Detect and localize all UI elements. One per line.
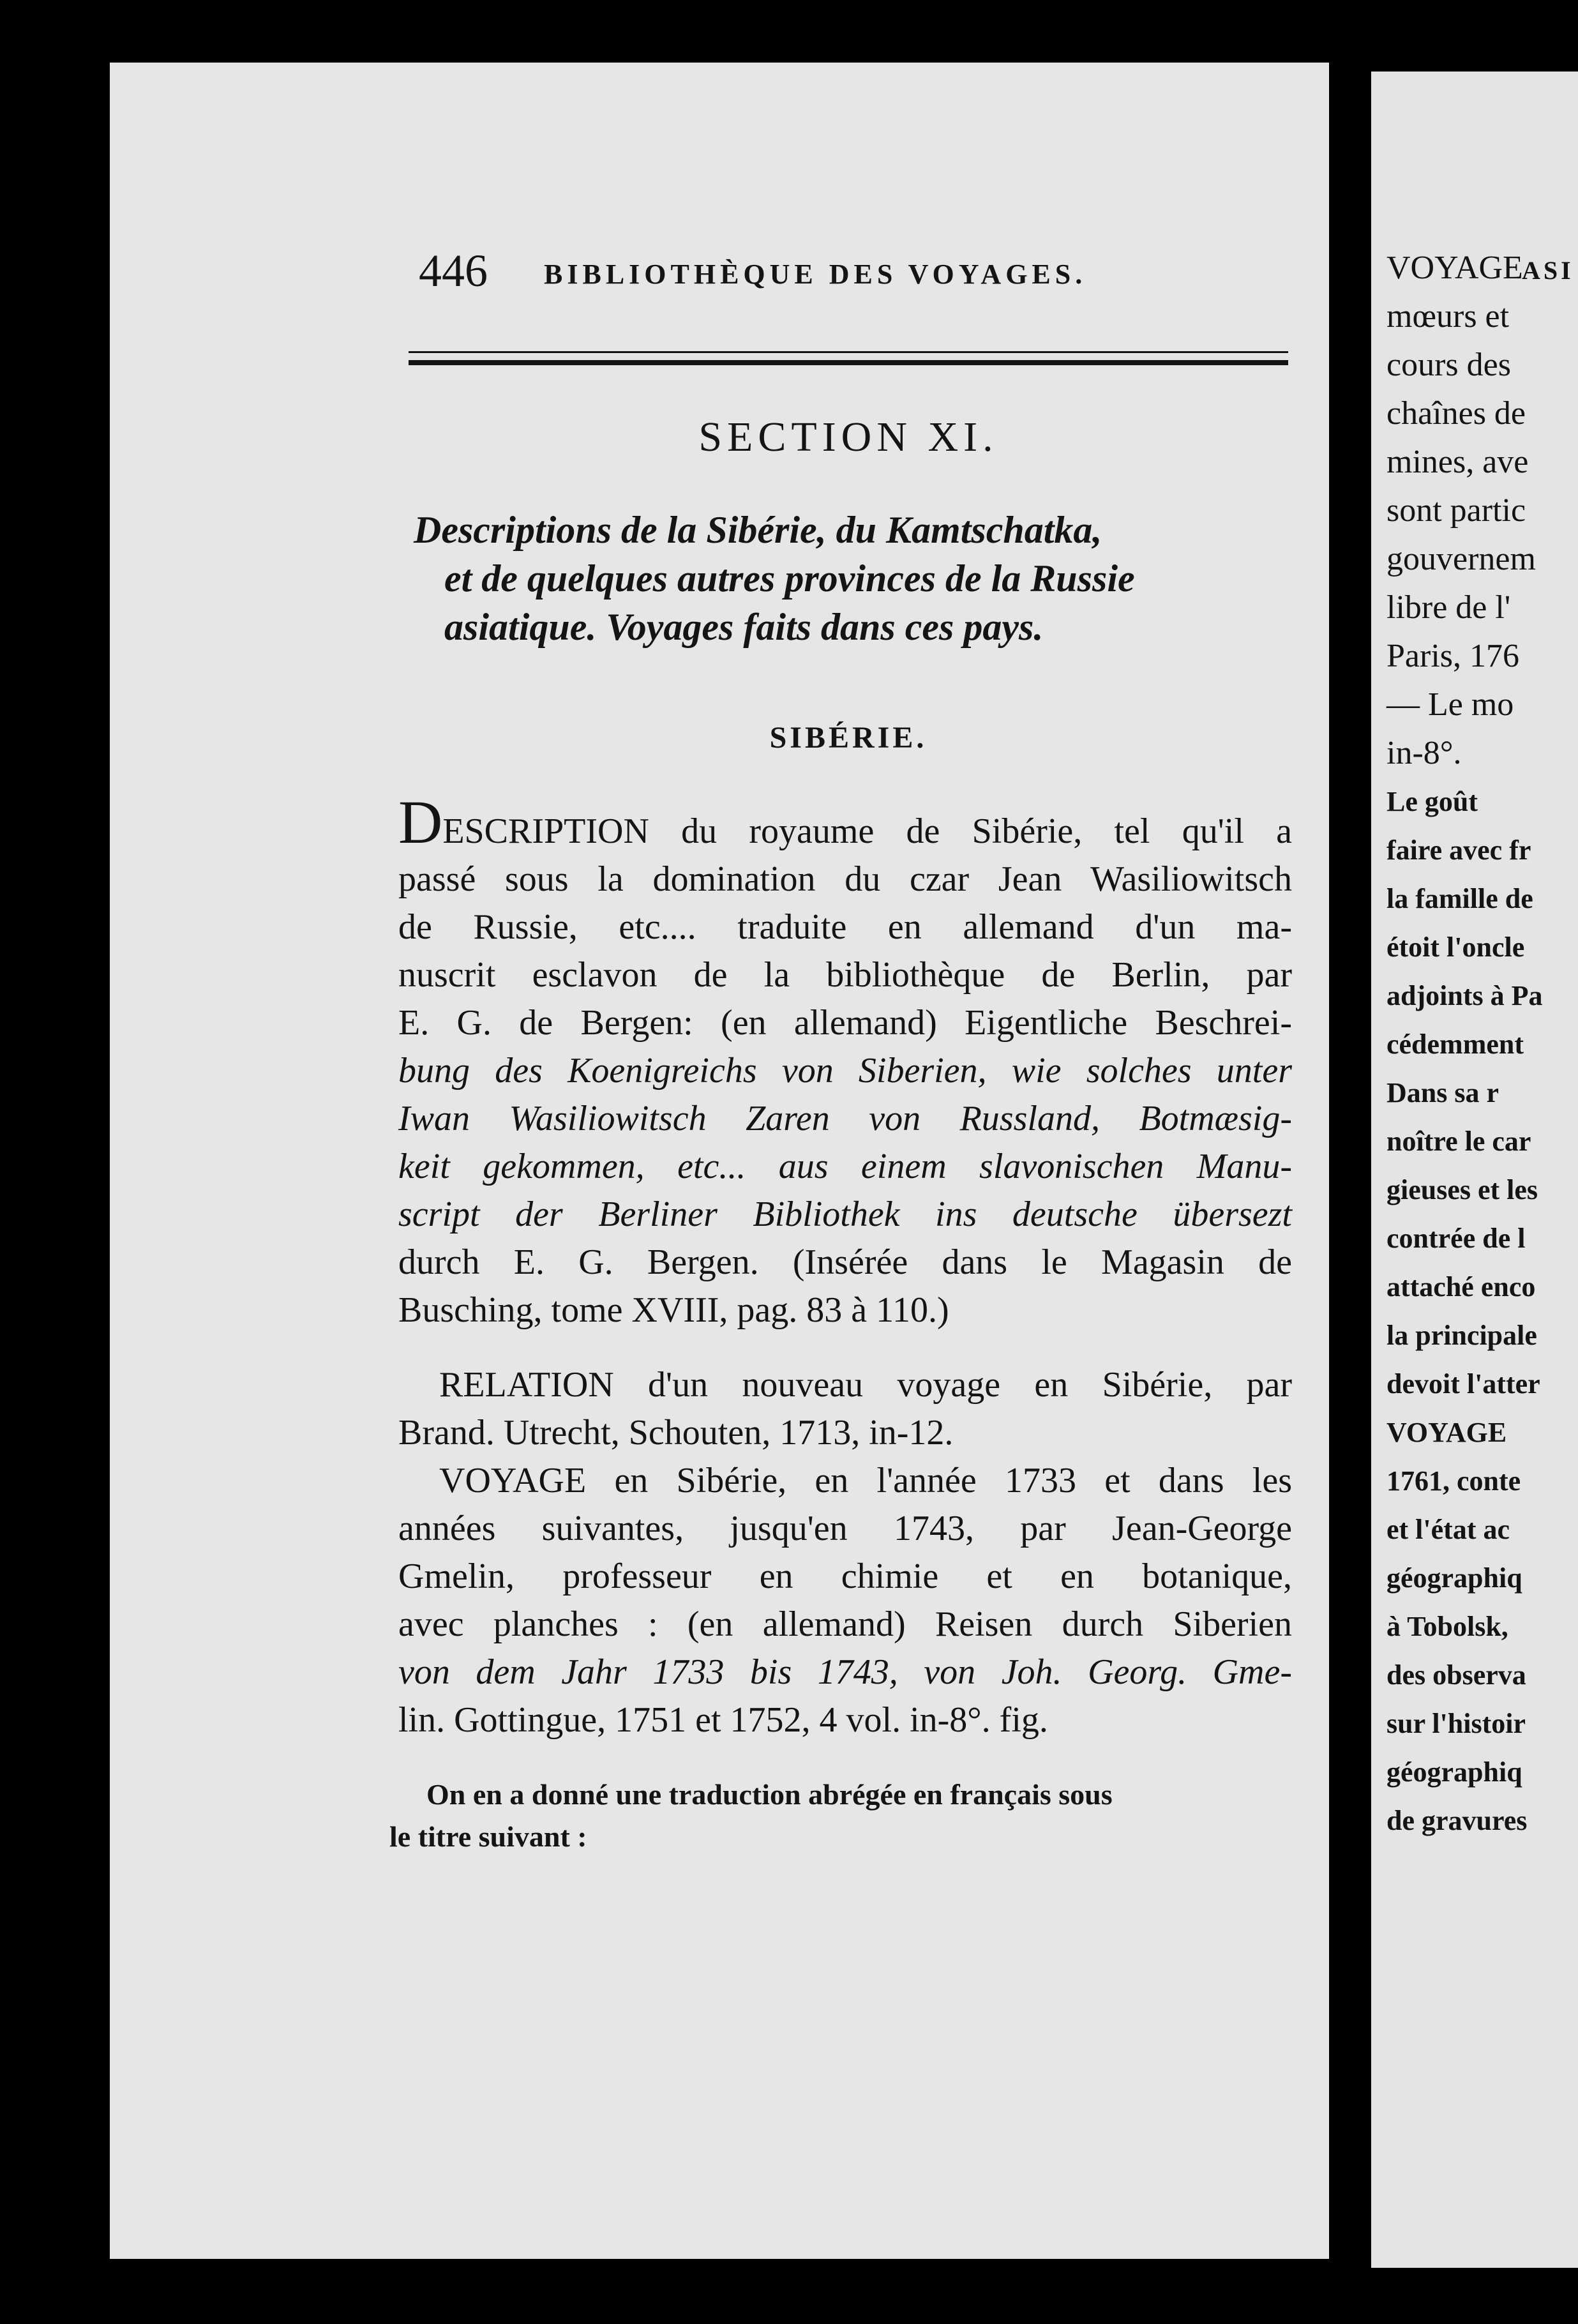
right-running-head: ASI — [1522, 256, 1574, 285]
right-page-line: étoit l'oncle — [1386, 932, 1525, 963]
right-page-line: attaché enco — [1386, 1271, 1536, 1302]
right-page-line: la principale — [1386, 1320, 1537, 1351]
right-page-line: de gravures — [1386, 1805, 1528, 1836]
header-rule-thin — [409, 351, 1288, 353]
entry-line: lin. Gottingue, 1751 et 1752, 4 vol. in-8°. fig. — [398, 1700, 1048, 1740]
right-page-line: mines, ave — [1386, 444, 1529, 480]
entry-line: script der Berliner Bibliothek ins deutsche übersezt — [398, 1195, 1292, 1234]
right-page-line: noître le car — [1386, 1126, 1531, 1157]
right-page-line: faire avec fr — [1386, 834, 1531, 866]
right-page-line: à Tobolsk, — [1386, 1611, 1508, 1642]
footnote-text — [389, 1774, 1289, 1858]
section-description-line: et de quelques autres provinces de la Russie — [444, 557, 1135, 600]
entry-line: keit gekommen, etc... aus einem slavonischen Manu- — [398, 1147, 1292, 1186]
entry-line: Brand. Utrecht, Schouten, 1713, in-12. — [398, 1413, 954, 1452]
running-head: BIBLIOTHÈQUE DES VOYAGES. — [544, 259, 1087, 290]
entry-line: E. G. de Bergen: (en allemand) Eigentliche Beschrei- — [398, 1003, 1292, 1043]
right-page-line: la famille de — [1386, 883, 1533, 914]
right-page-line: — Le mo — [1386, 686, 1514, 723]
entry-line: RELATION d'un nouveau voyage en Sibérie, par — [439, 1365, 1292, 1405]
entry-voyage-gmelin — [398, 1457, 1292, 1744]
entry-line: nuscrit esclavon de la bibliothèque de Berlin, par — [398, 955, 1292, 995]
section-title: SECTION XI. — [698, 414, 998, 460]
right-page-line: mœurs et — [1386, 298, 1510, 335]
entry-line: bung des Koenigreichs von Siberien, wie solches unter — [398, 1051, 1292, 1090]
entry-line: Busching, tome XVIII, pag. 83 à 110.) — [398, 1290, 949, 1330]
entry-line: VOYAGE en Sibérie, en l'année 1733 et dans les — [439, 1461, 1292, 1500]
entry-line: Gmelin, professeur en chimie et en botanique, — [398, 1557, 1292, 1596]
page-number: 446 — [419, 245, 488, 296]
right-page-line: VOYAGE — [1386, 250, 1523, 286]
right-page-line: géographiq — [1386, 1562, 1522, 1594]
right-page-line: adjoints à Pa — [1386, 980, 1543, 1011]
entry-description-siberie — [398, 788, 1292, 1334]
right-page-line: gieuses et les — [1386, 1174, 1538, 1205]
entry-line: von dem Jahr 1733 bis 1743, von Joh. Georg. Gme- — [398, 1652, 1292, 1692]
right-page-line: cédemment — [1386, 1029, 1524, 1060]
right-page-line: sur l'histoir — [1386, 1708, 1526, 1739]
entry-line — [398, 788, 1292, 856]
right-page-line: et l'état ac — [1386, 1514, 1510, 1545]
right-page-line: Paris, 176 — [1386, 638, 1519, 674]
right-page-line: VOYAGE — [1386, 1417, 1507, 1448]
right-page-line: géographiq — [1386, 1756, 1522, 1788]
section-description — [414, 506, 1295, 651]
entry-line: de Russie, etc.... traduite en allemand d'un ma- — [398, 907, 1292, 947]
right-page-line: des observa — [1386, 1659, 1526, 1691]
subheading: SIBÉRIE. — [769, 721, 928, 755]
entry-line: passé sous la domination du czar Jean Wasiliowitsch — [398, 859, 1292, 899]
entry-line: durch E. G. Bergen. (Insérée dans le Magasin de — [398, 1242, 1292, 1282]
right-page-line: Le goût — [1386, 786, 1478, 817]
right-page-line: chaînes de — [1386, 395, 1526, 432]
right-page-line: gouvernem — [1386, 541, 1536, 577]
header-rule — [409, 360, 1288, 365]
right-page — [1371, 72, 1578, 2268]
right-page-line: Dans sa r — [1386, 1077, 1499, 1108]
note-line: le titre suivant : — [389, 1820, 587, 1853]
note-line: On en a donné une traduction abrégée en français sous — [426, 1778, 1113, 1811]
entry-relation-brand — [398, 1361, 1292, 1457]
drop-cap: D — [398, 788, 443, 856]
section-description-line: Descriptions de la Sibérie, du Kamtschatka, — [414, 509, 1102, 551]
section-description-line: asiatique. Voyages faits dans ces pays. — [444, 606, 1044, 648]
entry-line: Iwan Wasiliowitsch Zaren von Russland, Botmæsig- — [398, 1099, 1292, 1138]
right-page-line: 1761, conte — [1386, 1465, 1521, 1497]
right-page-line: cours des — [1386, 347, 1511, 383]
right-page-line: devoit l'atter — [1386, 1368, 1540, 1400]
right-page-line: libre de l' — [1386, 589, 1511, 626]
right-page-line: contrée de l — [1386, 1223, 1526, 1254]
right-page-text — [1386, 244, 1542, 1845]
right-page-line: in-8°. — [1386, 735, 1462, 771]
entry-line-text: ESCRIPTION du royaume de Sibérie, tel qu'il a — [442, 811, 1292, 851]
entry-line: avec planches : (en allemand) Reisen durch Siberien — [398, 1604, 1292, 1644]
entry-line: années suivantes, jusqu'en 1743, par Jean-George — [398, 1509, 1292, 1548]
right-page-line: sont partic — [1386, 492, 1526, 529]
